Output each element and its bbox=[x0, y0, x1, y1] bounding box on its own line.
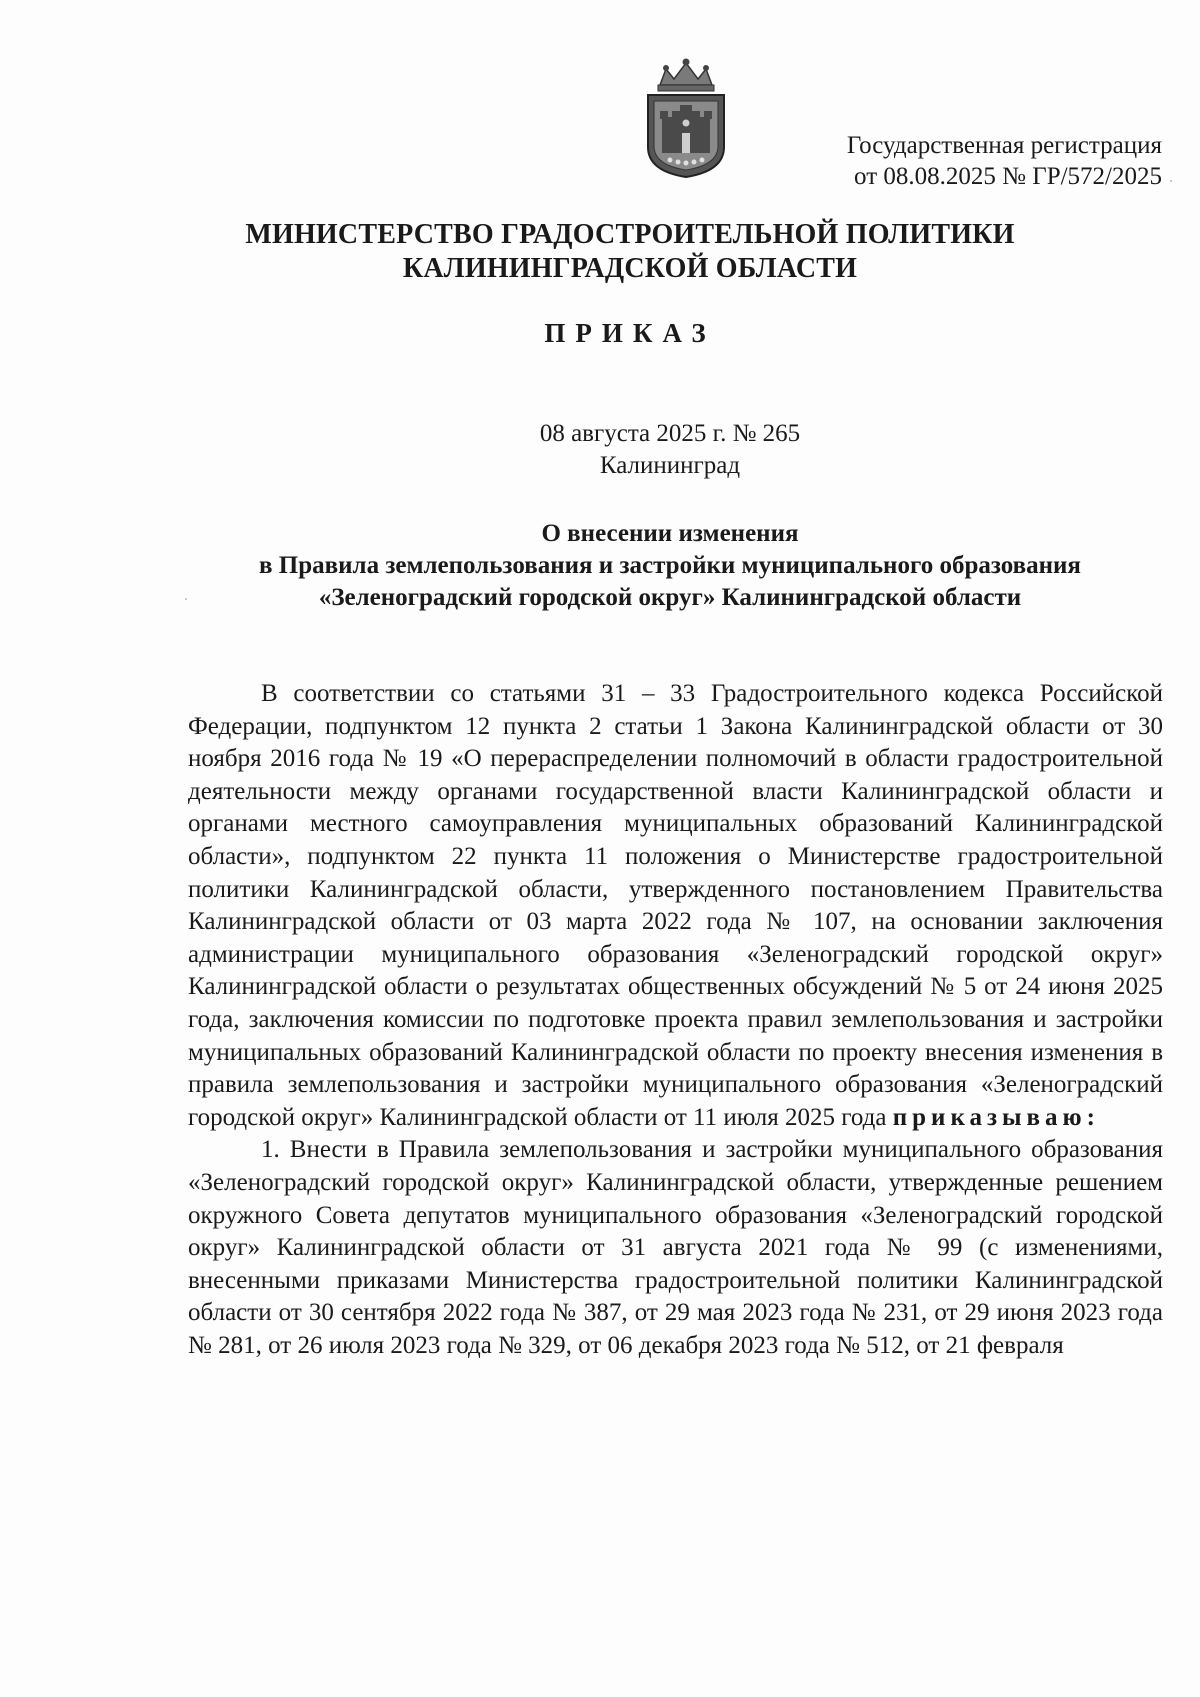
scan-artifact bbox=[1170, 180, 1172, 182]
order-word: приказываю: bbox=[892, 1103, 1100, 1131]
registration-line-2: от 08.08.2025 № ГР/572/2025 bbox=[854, 163, 1162, 190]
document-subject bbox=[180, 518, 1160, 614]
document-body bbox=[188, 678, 1163, 1362]
registration-stamp bbox=[742, 130, 1162, 192]
ministry-line-1: МИНИСТЕРСТВО ГРАДОСТРОИТЕЛЬНОЙ ПОЛИТИКИ bbox=[245, 219, 1015, 250]
city-line: Калининград bbox=[599, 452, 741, 479]
ministry-line-2: КАЛИНИНГРАДСКОЙ ОБЛАСТИ bbox=[402, 253, 858, 284]
body-paragraph-1 bbox=[188, 678, 1163, 1134]
ministry-name bbox=[180, 218, 1080, 286]
date-line: 08 августа 2025 г. № 265 bbox=[539, 420, 801, 447]
subject-line-1: О внесении изменения bbox=[541, 520, 799, 547]
coat-of-arms-icon bbox=[630, 55, 742, 180]
date-number-block bbox=[400, 418, 940, 482]
scan-artifact bbox=[185, 598, 187, 600]
body-paragraph-1-text: В соответствии со статьями 31 – 33 Градостроительного кодекса Российской Федерации, подпунктом 12 пункта 2 статьи 1 Закона Калининградской области от 30 ноября 2016 года № 19 «О перераспределении полномочий в области градостроительной деятельности между органами государственной власти Калининградской области и органами местного самоуправления муниципальных образований Калининградской области», подпунктом 22 пункта 11 положения о Министерстве градостроительной политики Калининградской области, утвержденного постановлением Правительства Калининградской области от 03 марта 2022 года № 107, на основании заключения администрации муниципального образования «Зеленоградский городской округ» Калининградской области о результатах общественных обсуждений № 5 от 24 июня 2025 года, заключения комиссии по подготовке проекта правил землепользования и застройки муниципальных образований Калининградской области по проекту внесения изменения в правила землепользования и застройки муниципального образования «Зеленоградский городской округ» Калининградской области от 11 июля 2025 года bbox=[188, 680, 1163, 1131]
subject-line-2: в Правила землепользования и застройки муниципального образования bbox=[259, 552, 1081, 579]
subject-line-3: «Зеленоградский городской округ» Калининградской области bbox=[318, 584, 1022, 611]
registration-line-1: Государственная регистрация bbox=[846, 132, 1162, 159]
body-paragraph-2: 1. Внести в Правила землепользования и застройки муниципального образования «Зеленоградский городской округ» Калининградской области, утвержденные решением окружного Совета депутатов муниципального образования «Зеленоградский городской округ» Калининградской области от 31 августа 2021 года № 99 (с изменениями, внесенными приказами Министерства градостроительной политики Калининградской области от 30 сентября 2022 года № 387, от 29 мая 2023 года № 231, от 29 июня 2023 года № 281, от 26 июля 2023 года № 329, от 06 декабря 2023 года № 512, от 21 февраля bbox=[188, 1136, 1163, 1359]
document-type: ПРИКАЗ bbox=[544, 318, 716, 348]
